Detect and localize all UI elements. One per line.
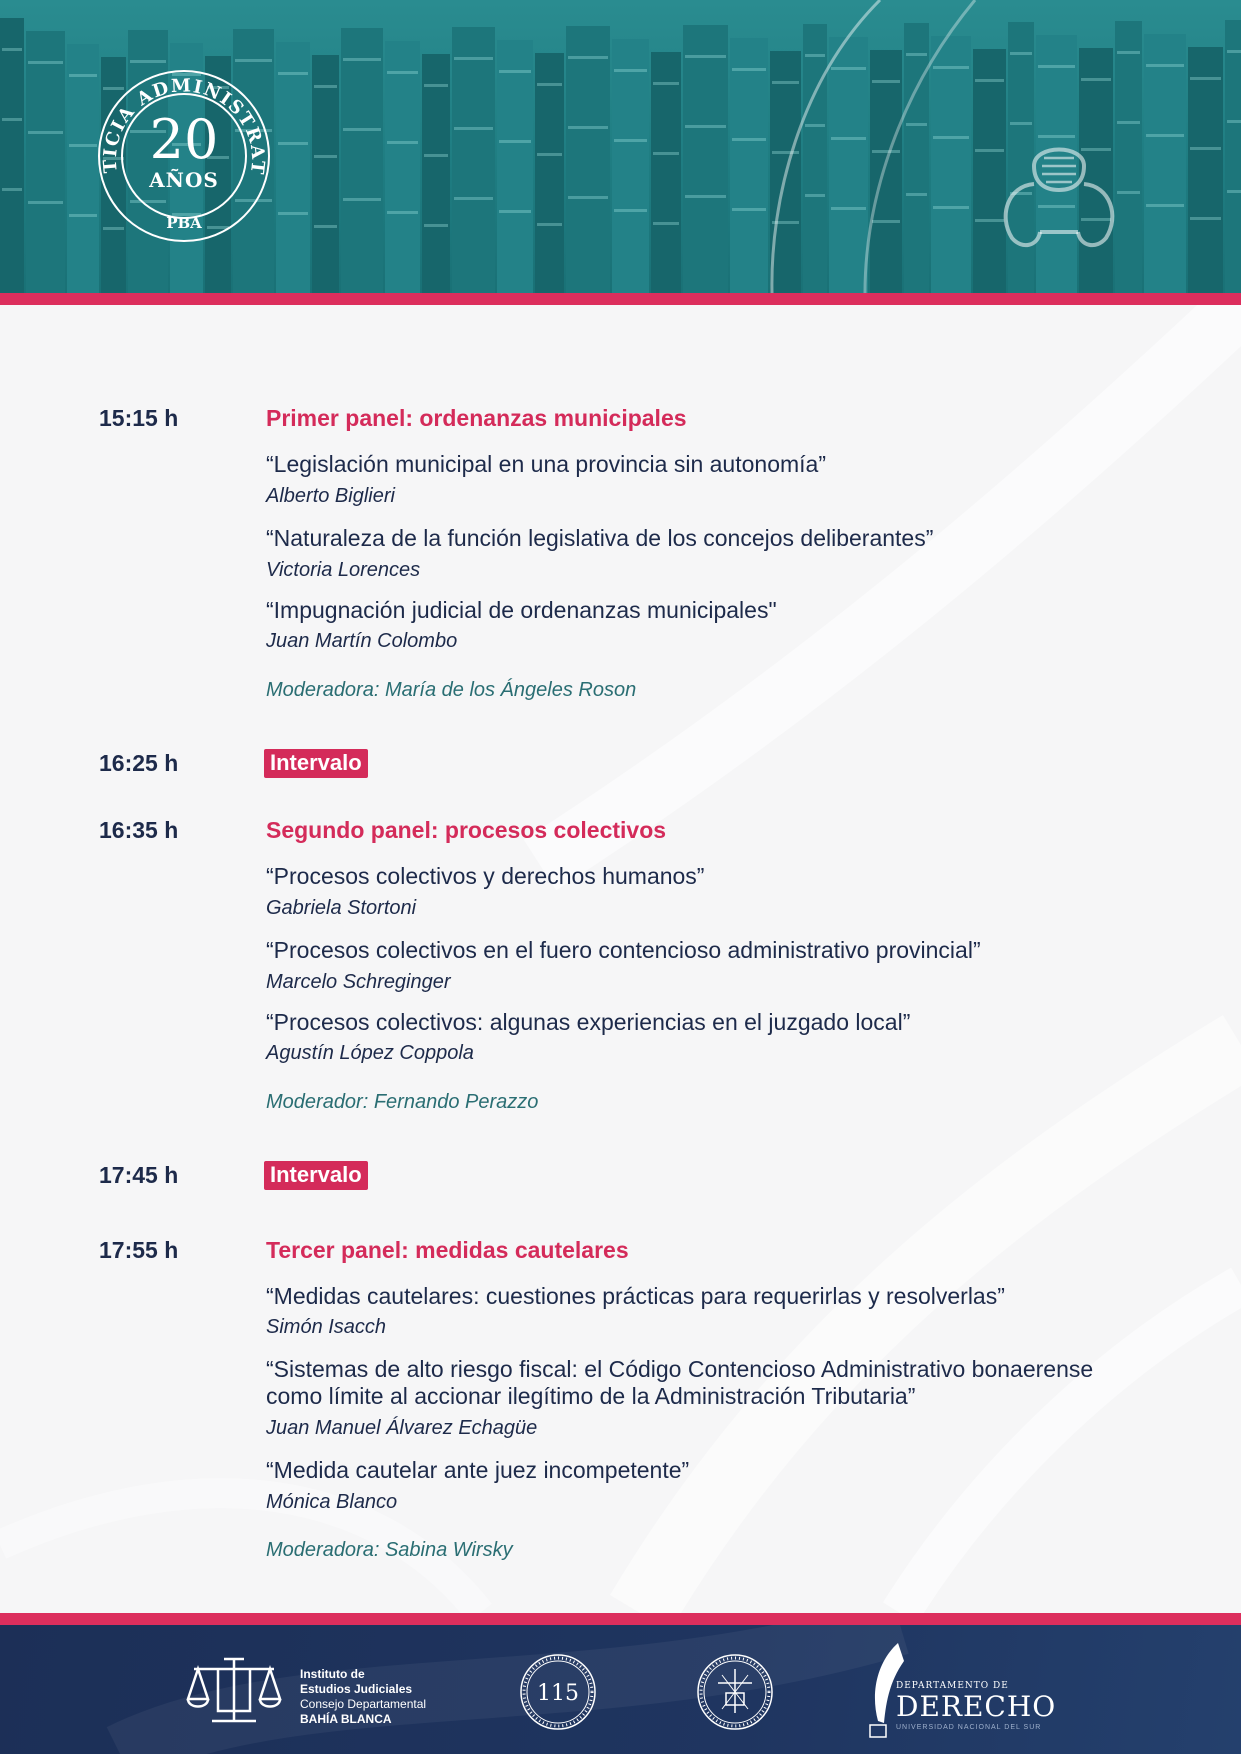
institutional-seal (696, 1653, 774, 1731)
seal-years: AÑOS (149, 168, 219, 192)
university-label: UNIVERSIDAD NACIONAL DEL SUR (896, 1724, 1042, 1731)
bottom-accent-bar (0, 1613, 1241, 1625)
talk-speaker: Simón Isacch (266, 1316, 387, 1338)
talk-title: “Procesos colectivos y derechos humanos” (266, 863, 705, 889)
time-slot: 16:25 h (99, 750, 179, 776)
talk-title-line-1: “Sistemas de alto riesgo fiscal: el Código Contencioso Administrativo bonaerense (266, 1356, 1094, 1382)
talk-speaker: Gabriela Stortoni (266, 897, 417, 919)
seal-number: 20 (149, 108, 219, 171)
court-emblem-icon (998, 146, 1120, 258)
talk-title-line-2: como límite al accionar ilegítimo de la Administración Tributaria” (266, 1383, 916, 1409)
break-badge: Intervalo (264, 749, 368, 778)
talk-speaker: Marcelo Schreginger (266, 971, 451, 993)
seal-arc-text: TICIA ADMINISTRAT (99, 75, 269, 177)
break-badge: Intervalo (264, 1161, 368, 1190)
talk-title: “Procesos colectivos: algunas experiencias en el juzgado local” (266, 1009, 911, 1035)
svg-text:115: 115 (537, 1681, 579, 1706)
seal-region: PBA (166, 214, 202, 232)
time-slot: 16:35 h (99, 817, 179, 843)
panel-moderator: Moderadora: Sabina Wirsky (266, 1539, 513, 1561)
talk-title: “Legislación municipal en una provincia sin autonomía” (266, 451, 826, 477)
derecho-label-small: DEPARTAMENTO DE (896, 1681, 1009, 1691)
talk-speaker: Agustín López Coppola (266, 1042, 474, 1064)
sponsor-footer (0, 1625, 1241, 1754)
panel-moderator: Moderador: Fernando Perazzo (266, 1091, 539, 1113)
talk-title: “Impugnación judicial de ordenanzas municipales" (266, 597, 777, 623)
panel-moderator: Moderadora: María de los Ángeles Roson (266, 679, 637, 701)
panel-title: Primer panel: ordenanzas municipales (266, 405, 687, 431)
colegio-abogados-seal (519, 1653, 597, 1731)
talk-title: “Medidas cautelares: cuestiones prácticas para requerirlas y resolverlas” (266, 1283, 1005, 1309)
talk-speaker: Mónica Blanco (266, 1491, 398, 1513)
talk-speaker: Juan Manuel Álvarez Echagüe (266, 1417, 538, 1439)
talk-speaker: Juan Martín Colombo (266, 630, 458, 652)
talk-title: “Procesos colectivos en el fuero contencioso administrativo provincial” (266, 937, 981, 963)
panel-title: Tercer panel: medidas cautelares (266, 1237, 629, 1263)
time-slot: 17:55 h (99, 1237, 179, 1263)
panel-title: Segundo panel: procesos colectivos (266, 817, 667, 843)
top-accent-bar (0, 293, 1241, 305)
justicia-administrativa-seal (96, 68, 272, 244)
header-banner (0, 0, 1241, 293)
institute-name: Instituto de Estudios Judiciales Consejo Departamental BAHÍA BLANCA (300, 1667, 427, 1726)
time-slot: 15:15 h (99, 405, 179, 431)
talk-title: “Medida cautelar ante juez incompetente” (266, 1457, 690, 1483)
talk-speaker: Victoria Lorences (266, 559, 421, 581)
talk-speaker: Alberto Biglieri (266, 485, 395, 507)
time-slot: 17:45 h (99, 1162, 179, 1188)
scales-of-justice-icon (184, 1655, 284, 1727)
talk-title: “Naturaleza de la función legislativa de los concejos deliberantes” (266, 525, 934, 551)
derecho-label: DERECHO (896, 1690, 1057, 1723)
